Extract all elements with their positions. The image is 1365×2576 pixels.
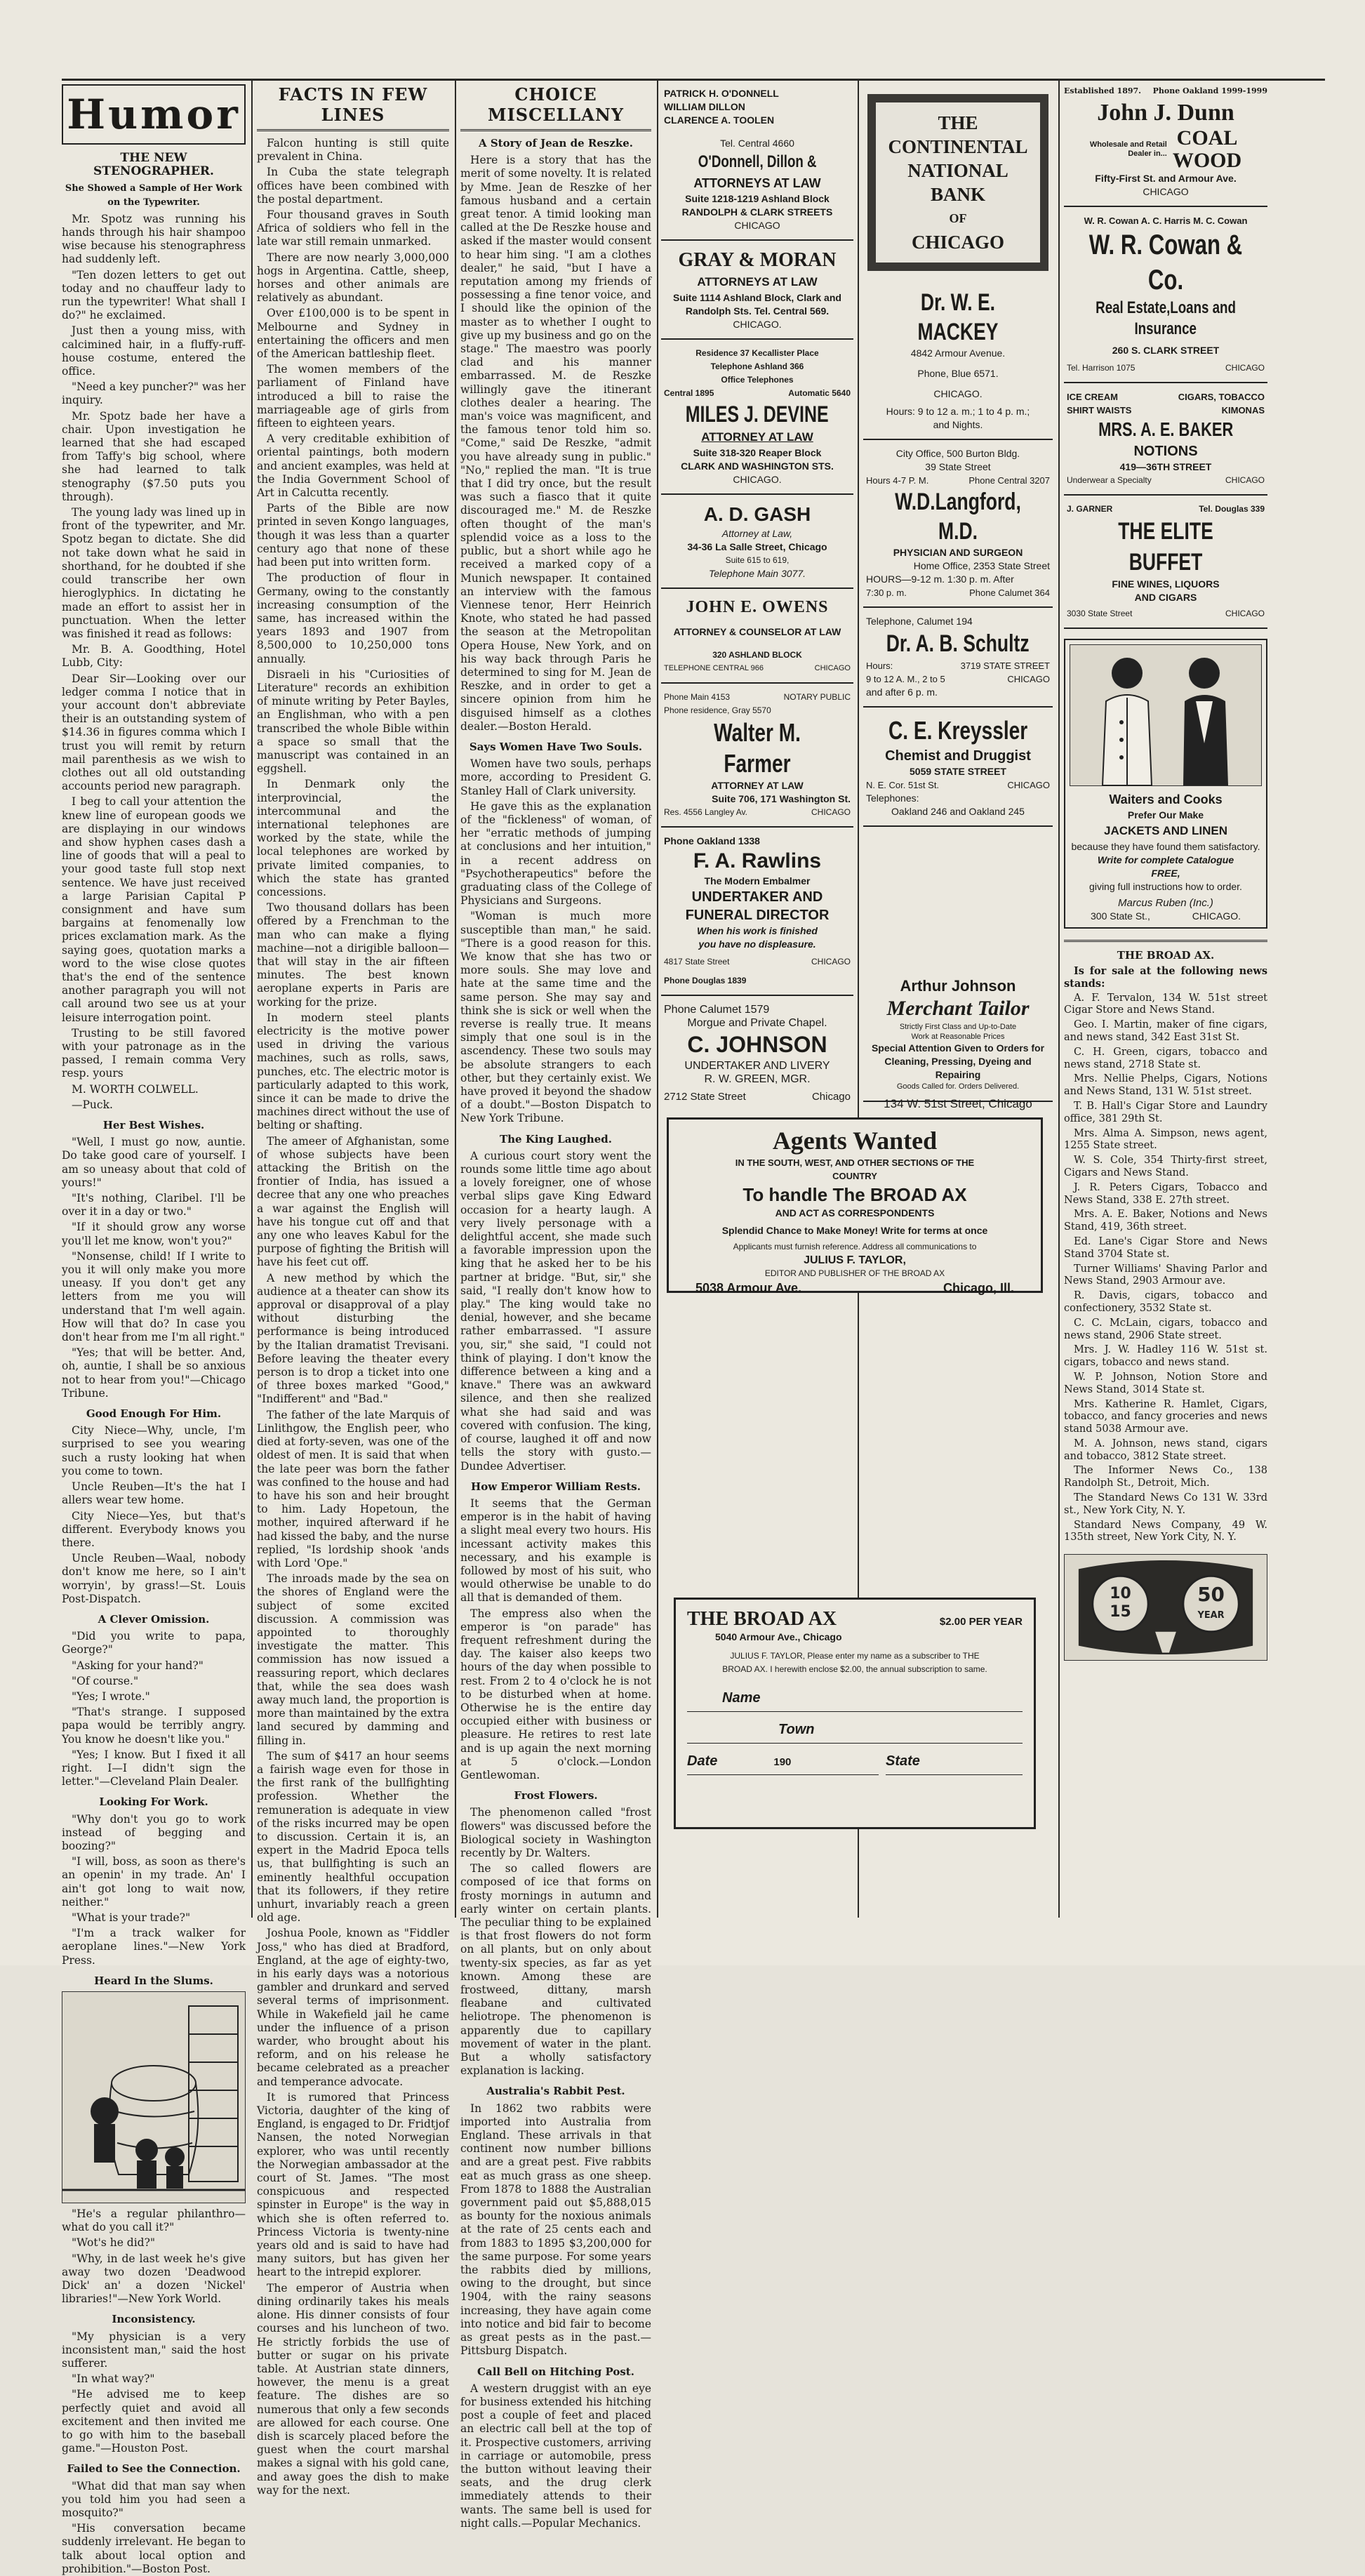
story-body [62,1424,246,1606]
story-body [62,2330,246,2456]
paragraph: Over £100,000 is to be spent in Melbourne and Sydney in entertaining the officers and men of the American battleship fleet. [257,307,449,361]
story-body [460,757,651,1125]
town-field[interactable]: Town [687,1722,1023,1744]
paragraph: A western druggist with an eye for business extended his hitching post a couple of feet and placed an electric call bell at the top of it. Prospective customers, arriving in carriage or automobile, press the button without leaving their seats, and the drug clerk immediately attends to their wants. The same bell is used for night calls.—Popular Mechanics. [460,2382,651,2530]
paragraph: M. WORTH COLWELL. [72,1082,199,1096]
ad-walter-farmer: Phone Main 4153 NOTARY PUBLIC Phone residence, Gray 5570 Walter M. Farmer ATTORNEY AT LAW Suite 706, 171 Washington St. Res. 4556 Langley Av. CHICAGO [661,684,853,828]
paragraph: A new method by which the audience at a theater can show its approval or disapproval of a play without disturbing the performance is being introduced by the Italian dramatist Trevisani. Before leaving the theater every person is to drop a ticket into one of three boxes marked "Good," "Indifferent" and "Bad." [257,1271,449,1406]
paragraph: "Asking for your hand?" [72,1659,204,1672]
paragraph: "He advised me to keep perfectly quiet and avoid all excitement and then invited me to go with him to the baseball game."—Houston Post. [62,2388,246,2455]
paragraph: Just then a young miss, with calcimined hair, in a fluffy-ruff-house costume, entered the office. [62,324,246,378]
cards-column-6: Established 1897. Phone Oakland 1999-1999 John J. Dunn Wholesale and Retail Dealer in... COAL WOOD Fifty-First St. and Armour Ave. CHICAGO W. R. Cowan A. C. Harris M. C. Cowan W. R. Cowan & Co. Real Estate,Loans and Insurance 260 S. CLARK STREET Tel. Harrison 1075 CHICAGO ICE CREAM CIGARS, TOBACCO SHIRT WAISTS KIMONAS MRS. A. E. BAKER NOTIONS 419—36TH STREET Underwear a Specialty CHICAGO J. GARNER Tel. Douglas 339 THE ELITE BUFFET FINE WINES, LIQUORS AND CIGARS 3030 State Street CHICAGO Waiters and Cooks Prefer Our Make JACKETS AND LINEN because they have found them satisfactory. Write for complete Catalogue FREE, giving full instructions how to order. Marcus Ruben (Inc.) 300 State St., CHICAGO. THE BROAD AX. Is for sale at the following news stands: A. F. Tervalon, 134 W. 51st street Cigar Store and News Stand. Geo. I. Martin, maker of fine cigars, and news stand, 342 East 31st St. C. H. Green, cigars, tobacco and news stand, 2718 State st. Mrs. Nellie Phelps, Cigars, Notions and News Stand, 131 W. 51st street. T. B. Hall's Cigar Store and Laundry office, 381 29th St. Mrs. Alma A. Simpson, news agent, 1255 State street. W. S. Cole, 354 Thirty-first street, Cigars and News Stand. J. R. Peters Cigars, Tobacco and News Stand, 338 E. 27th street. Mrs. A. E. Baker, Notions and News Stand, 419, 36th street. Ed. Lane's Cigar Store and News Stand 3704 State st. Turner Williams' Shaving Parlor and News Stand, 2903 Armour ave. R. Davis, cigars, tobacco and confectionery, 3532 State st. C. C. McLain, cigars, tobacco and news stand, 2906 State street. Mrs. J. W. Hadley 116 W. 51st st. cigars, tobacco and news stand. W. P. Johnson, Notion Store and News Stand, 3014 State st. Mrs. Katherine R. Hamlet, Cigars, tobacco, and fancy groceries and news stand 5038 Armour ave. M. A. Johnson, news stand, cigars and tobacco, 3812 State street. The Informer News Co., 138 Randolph St., Detroit, Mich. The Standard News Co 131 W. 33rd st., New York City, N. Y. Standard News Company, 49 W. 135th street, New York City, N. Y. 10 15 50 YEAR [1064,84,1267,1916]
waiter-figures-icon [1070,645,1261,785]
ad-langford: City Office, 500 Burton Bldg. 39 State Street Hours 4-7 P. M. Phone Central 3207 W.D.Langford, M.D. PHYSICIAN AND SURGEON Home Office, 2353 State Street HOURS—9-12 m. 1:30 p. m. After 7:30 p. m. Phone Calumet 364 [863,440,1053,608]
svg-text:50: 50 [1197,1583,1225,1607]
column-rule [657,79,658,1918]
story-body [460,154,651,733]
story-body [62,1136,246,1400]
paragraph: W. P. Johnson, Notion Store and News Stand, 3014 State st. [1064,1371,1267,1395]
paragraph: Geo. I. Martin, maker of fine cigars, and news stand, 342 East 31st St. [1064,1019,1267,1043]
ad-mackey: Dr. W. E. MACKEY 4842 Armour Avenue. Phone, Blue 6571. CHICAGO. Hours: 9 to 12 a. m.; 1 to 4 p. m.; and Nights. [863,281,1053,440]
paragraph: Falcon hunting is still quite prevalent in China. [257,137,449,164]
cartoon-illustration [62,1991,246,2203]
paragraph: "He's a regular philanthro—what do you call it?" [62,2207,246,2234]
paragraph: "Why don't you go to work instead of begging and boozing?" [62,1812,246,1852]
miscellany-column [460,84,651,2530]
ad-mrs-baker: ICE CREAM CIGARS, TOBACCO SHIRT WAISTS KIMONAS MRS. A. E. BAKER NOTIONS 419—36TH STREET Underwear a Specialty CHICAGO [1064,383,1267,496]
paragraph: "Well, I must go now, auntie. Do take good care of yourself. I am so uneasy about that cold of yours!" [62,1136,246,1189]
paragraph: M. A. Johnson, news stand, cigars and tobacco, 3812 State street. [1064,1438,1267,1462]
paragraph: The Informer News Co., 138 Randolph St., Detroit, Mich. [1064,1465,1267,1489]
paragraph: "Why, in de last week he's give away two dozen 'Deadwood Dick' an' a dozen 'Nickel' libraries!"—New York World. [62,2252,246,2306]
paragraph: The inroads made by the sea on the shores of England were the subject of some excited discussion. A commission was appointed to thoroughly investigate the matter. This commission has now issued a reassuring report, which declares that, while the sea does wash away much land, the proportion is more than maintained by the extra land secured by damming and filling in. [257,1572,449,1747]
paragraph: The father of the late Marquis of Linlithgow, the English peer, who died at forty-seven, was one of the oldest of men. It is said that when the late peer was born the father was confined to the house and had to have his son and heir brought to him. Lady Hopetoun, the mother, inquired afterward if he had kissed the baby, and the nurse replied, "Is lordship shook 'ands with Lord 'Ope." [257,1408,449,1569]
ad-arthur-johnson: Arthur Johnson Merchant Tailor Strictly First Class and Up-to-Date Work at Reasonable Prices Special Attention Given to Orders for Cleaning, Pressing, Dyeing and Repairing Goods Called for. Orders Delivered. 134 W. 51st Street, Chicago [871,977,1045,1110]
paragraph: Joshua Poole, known as "Fiddler Joss," who has died at Bradford, England, at the age of eighty-two, in his early days was a notorious gambler and drunkard and served several terms of imprisonment. While in Wakefield jail he came under the influence of a prison warder, who brought about his reform, and on his release he became celebrated as a preacher and temperance advocate. [257,1927,449,2088]
column-rule [1058,79,1060,1918]
ad-cowan: W. R. Cowan A. C. Harris M. C. Cowan W. R. Cowan & Co. Real Estate,Loans and Insurance 260 S. CLARK STREET Tel. Harrison 1075 CHICAGO [1064,207,1267,383]
facts-column [257,84,449,2497]
ad-john-owens: JOHN E. OWENS ATTORNEY & COUNSELOR AT LAW 320 ASHLAND BLOCK TELEPHONE CENTRAL 966 CHICAGO [661,589,853,684]
paragraph: "Woman is much more susceptible than man," he said. "There is a good reason for this. We know that she has two or more souls. She may love and hate at the same time and the same person. She may say and think she is sick or well when the reverse is really true. It means simply that one soul is in the ascendency. These two souls may be absolute strangers to each other, but they certainly exist. We have proved it beyond the shadow of a doubt."—Boston Dispatch to New York Tribune. [460,910,651,1125]
paragraph: "What is your trade?" [72,1911,191,1924]
paragraph: Disraeli in his "Curiosities of Literature" records an exhibition of minute writing by Peter Bayles, an Englishman, who with a pen transcribed the whole Bible within a space so small that the manuscript was contained in an eggshell. [257,668,449,776]
story-body [460,1497,651,1782]
paragraph: J. R. Peters Cigars, Tobacco and News Stand, 338 E. 27th street. [1064,1181,1267,1206]
paragraph: The so called flowers are composed of ice that forms on frosty mornings in autumn and early winter on certain plants. The peculiar thing to be explained is that frost flowers do not form on all plants, but on only about twenty-six species, as far as yet known. Among these are frostweed, dittany, marsh fleabane and cultivated heliotrope. The phenomenon is apparently due to capillary movement of water in the plant. But a wholly satisfactory explanation is lacking. [460,1862,651,2078]
paragraph: Turner Williams' Shaving Parlor and News Stand, 2903 Armour ave. [1064,1263,1267,1287]
paragraph: C. H. Green, cigars, tobacco and news stand, 2718 State st. [1064,1046,1267,1070]
ad-gray-moran: GRAY & MORAN ATTORNEYS AT LAW Suite 1114 Ashland Block, Clark and Randolph Sts. Tel. Central 569. CHICAGO. [661,241,853,340]
paragraph: "I will, boss, as soon as there's an openin' in my trade. An' I ain't got long to wait now, neither." [62,1855,246,1908]
paragraph: In Cuba the state telegraph offices have been combined with the postal department. [257,166,449,206]
ad-continental-bank: THE CONTINENTAL NATIONAL BANK OF CHICAGO [867,94,1048,271]
seal-icon [1065,1555,1267,1660]
paragraph: "Need a key puncher?" was her inquiry. [62,380,246,407]
paragraph: "Nonsense, child! If I write to you it will only make you more uneasy. If you don't get any letters from me you will understand that I'm well again. How will that do? In case you don't hear from me I'm all right." [62,1249,246,1344]
paragraph: W. S. Cole, 354 Thirty-first street, Cigars and News Stand. [1064,1155,1267,1179]
paragraph: "Yes; I wrote." [72,1689,150,1703]
paragraph: The production of flour in Germany, owing to the constantly increasing consumption of the same, has increased within the years 1893 and 1907 from 8,500,000 to 10,250,000 tons annually. [257,571,449,665]
paragraph: Mr. B. A. Goodthing, Hotel Lubb, City: [62,643,246,670]
paragraph: Women have two souls, perhaps more, according to President G. Stanley Hall of Clark university. [460,757,651,797]
story-body [460,1806,651,2078]
cartoon-caption: Heard In the Slums. [94,1974,213,1987]
anniversary-seal [1064,1554,1267,1661]
column-rule [251,79,253,1918]
paragraph: R. Davis, cigars, tobacco and confectionery, 3532 State st. [1064,1290,1267,1314]
paragraph: The Standard News Co 131 W. 33rd st., New York City, N. Y. [1064,1492,1267,1516]
story-body [62,213,246,1112]
paragraph: Four thousand graves in South Africa of soldiers who fell in the late war still remain unmarked. [257,208,449,248]
paragraph: Mrs. Alma A. Simpson, news agent, 1255 State street. [1064,1127,1267,1152]
paragraph: Mr. Spotz was running his hands through his hair shampoo wise because his stenographress had suddenly left. [62,212,246,266]
paragraph: "I'm a track walker for aeroplane lines."—New York Press. [62,1927,246,1967]
paragraph: I beg to call your attention the knew line of european goods we are displaying in our windows and show hyphen cases dash a line of goods that will a peal to your good taste full stop next sentence. We have just received a large Parisian Capital P consignment and have sum bargains at fenomenally low prices exclamation mark. As the saying goes, quotation marks a word to the wise close quotes that's the end of the sentence another paragraph you will not call around two see us at your leisure interrogation point. [62,795,246,1024]
paragraph: Here is a story that has the merit of some novelty. It is related by Mme. Jean de Reszke of her famous husband and a certain great tenor. A timid looking man called at the De Reszke house and asked if the master would consent to hear him sing. "I am a clothes dealer," he said, "but I have a reputation among my friends of possessing a fine tenor voice, and I should like the opinion of the master as to whether I ought to give up my business and go on the stage." The maestro was poorly clad and his manner embarrassed. M. de Reszke willingly gave the itinerant clothes dealer a hearing. The man's voice was magnificent, and the famous tenor told him so. "Come," said De Reszke, "admit you have already sung in public." "No," replied the man. "It is true that I did try once, but the result was such a fiasco that it quite discouraged me." M. de Reszke often thought of the man's splendid voice as a loss to the public, but a short while ago he received a marked copy of a Munich newspaper. It contained an interview with the famous Viennese tenor, Herr Heinrich Knote, who stated he had passed the season at the Metropolitan Opera House, New York, and on his way back through Paris he determined to sing for M. Jean de Reszke, and in order to get a sincere opinion from him he disguised himself as a clothes dealer.—Boston Herald. [460,154,651,733]
paragraph: "Yes; I know. But I fixed it all right. I—I didn't sign the letter."—Cleveland Plain Dealer. [62,1748,246,1788]
ad-kreyssler: C. E. Kreyssler Chemist and Druggist 5059 STATE STREET N. E. Cor. 51st St. CHICAGO Telephones: Oakland 246 and Oakland 245 [863,708,1053,827]
paragraph: "Ten dozen letters to get out today and no chauffeur lady to run the typewriter! What shall I do?" he exclaimed. [62,268,246,322]
ad-agents-wanted: Agents Wanted IN THE SOUTH, WEST, AND OTHER SECTIONS OF THE COUNTRY To handle The BROAD AX AND ACT AS CORRESPONDENTS Splendid Chance to Make Money! Write for terms at once Applicants must furnish reference. Address all communications to JULIUS F. TAYLOR, EDITOR AND PUBLISHER OF THE BROAD AX 5038 Armour Ave. Chicago, Ill. [667,1117,1043,1293]
paragraph: Ed. Lane's Cigar Store and News Stand 3704 State st. [1064,1235,1267,1260]
paragraph: Two thousand dollars has been offered by a Frenchman to the man who can make a flying machine—not a dirigible balloon—that will stay in the air fifteen minutes. The best known aeroplane experts in Paris are working for the prize. [257,901,449,1009]
paragraph: Mr. Spotz bade her have a chair. Upon investigation he learned that she had escaped from Taffy's big school, where she had learned to talk stenography ($7.50 puts you through). [62,409,246,503]
paragraph: Mrs. A. E. Baker, Notions and News Stand, 419, 36th street. [1064,1209,1267,1233]
story-new-stenographer: THE NEW STENOGRAPHER. She Showed a Sample of Her Work on the Typewriter. Mr. Spotz was running his hands through his hair shampoo wise because his stenographress had suddenly left. "Ten dozen letters to get out today and no chauffeur lady to run the typewriter! What shall I do?" he exclaimed. Just then a young miss, with calcimined hair, in a fluffy-ruff-house costume, entered the office. "Need a key puncher?" was her inquiry. Mr. Spotz bade her have a chair. Upon investigation he learned that she had escaped from Taffy's big school, where she had learned to talk stenography ($7.50 puts you through). The young lady was lined up in front of the typewriter, and Mr. Spotz began to dictate. She did not take down what he said in shorthand, for he doubted if she could transcribe her own hieroglyphics. In dictating he made an effort to assist her in punctuation. When the letter was finished it read as follows: Mr. B. A. Goodthing, Hotel Lubb, City: Dear Sir—Looking over our ledger comma I notice that in your account don't abbreviate their is an outstanding system of $14.36 in figures comma which I trust you will remit by return mail parenthesis as we wish to clothes out all old outstanding accounts period new paragraph. I beg to call your attention the knew line of european goods we are displaying in our windows and show hyphen cases dash a line of goods that will a peal to your good taste full stop next sentence. We have just received a large Parisian Capital P consignment and have sum bargains at fenomenally low prices exclamation mark. As the saying goes, quotation marks a word to the wise close quotes that's the end of the sentence another paragraph you will not call around two see us at your leisure interrogation point. Trusting to be still favored with your patronage as in the passed, I remain comma Very resp. yours M. WORTH COLWELL. —Puck. Her Best Wishes. "Well, I must go now, auntie. Do take good care of yourself. I am so uneasy about that cold of yours!" "It's nothing, Claribel. I'll be over it in a day or two." "If it should grow any worse you'll let me know, won't you?" "Nonsense, child! If I write to you it will only make you more uneasy. If you don't get any letters from me you will understand that I'm well again. How will that do? In case you don't hear from me I'm all right." "Yes; that will be better. And, oh, auntie, I shall be so anxious not to hear from you!"—Chicago Tribune. Good Enough For Him. City Niece—Why, uncle, I'm surprised to see you wearing such a rusty looking hat when you come to town. Uncle Reuben—It's the hat I allers wear tew home. City Niece—Yes, but that's different. Everybody knows you there. Uncle Reuben—Waal, nobody don't know me here, so I ain't worryin', by grass!—St. Louis Post-Dispatch. A Clever Omission. "Did you write to papa, George?" "Asking for your hand?" "Of course." "Yes; I wrote." "That's strange. I supposed papa would be terribly angry. You know he doesn't like you." "Yes; I know. But I fixed it all right. I—I didn't sign the letter."—Cleveland Plain Dealer. Looking For Work. "Why don't you go to work instead of begging and boozing?" "I will, boss, as soon as there's an openin' in my trade. An' I ain't got long to wait now, neither." "What is your trade?" "I'm a track walker for aeroplane lines."—New York Press. Heard In the Slums. "He's a regular philanthro—what do you call it?" "Wot's he did?" "Why, in de last week he's give away two dozen 'Deadwood Dick' an' a dozen 'Nickel' libraries!"—New York World. Inconsistency. "My physician is a very inconsistent man," said the host sufferer. "In what way?" "He advised me to keep perfectly quiet and avoid all excitement and then invited me to go with him to the baseball game."—Houston Post. Failed to See the Connection. "What did that man say when you told him you had seen a mosquito?" "His conversation became suddenly irrelevant. He began to talk about local option and prohibition."—Boston Post. [62,151,246,2575]
paragraph: Mrs. J. W. Hadley 116 W. 51st st. cigars, tobacco and news stand. [1064,1344,1267,1369]
paragraph: In Denmark only the interprovincial, the intercommunal and the international telephones are worked by the state, while the local telephones are worked by private limited companies, to which the state has granted concessions. [257,778,449,898]
state-field[interactable]: State [886,1753,1023,1775]
subscription-form: THE BROAD AX $2.00 PER YEAR 5040 Armour Ave., Chicago JULIUS F. TAYLOR, Please enter my name as a subscriber to THE BROAD AX. I herewith enclose $2.00, the annual subscription to same. Name Town Date 190 State [674,1598,1036,1829]
paragraph: T. B. Hall's Cigar Store and Laundry office, 381 29th St. [1064,1100,1267,1124]
ad-john-dunn: John J. Dunn Wholesale and Retail Dealer in... COAL WOOD Fifty-First St. and Armour Ave. CHICAGO [1064,98,1267,207]
paragraph: Uncle Reuben—Waal, nobody don't know me here, so I ain't worryin', by grass!—St. Louis Post-Dispatch. [62,1552,246,1605]
paragraph: City Niece—Why, uncle, I'm surprised to see you wearing such a rusty looking hat when you come to town. [62,1424,246,1478]
paragraph: Trusting to be still favored with your patronage as in the passed, I remain comma Very resp. yours [62,1026,246,1080]
story-body [460,2382,651,2530]
paragraph: Parts of the Bible are now printed in seven Kongo languages, though it was less than a quarter century ago that none of these had been put into written form. [257,502,449,569]
paragraph: The young lady was lined up in front of the typewriter, and Mr. Spotz began to dictate. She did not take down what he said in shorthand, for he doubted if she could transcribe her own hieroglyphics. In dictating he made an effort to assist her in punctuation. When the letter was finished it read as follows: [62,506,246,640]
svg-text:YEAR: YEAR [1197,1610,1225,1621]
paragraph: A. F. Tervalon, 134 W. 51st street Cigar Store and News Stand. [1064,992,1267,1016]
paragraph: He gave this as the explanation of the "fickleness" of woman, of her "erratic methods of jumping at conclusions and her intuition," in a recent address on "Psychotherapeutics" before the graduating class of the College of Physicians and Surgeons. [460,799,651,908]
name-field[interactable]: Name [687,1690,1023,1712]
paragraph: "Of course." [72,1674,139,1687]
paragraph: —Puck. [72,1098,113,1111]
facts-body [257,137,449,2497]
story-body [62,1630,246,1788]
paragraph: "My physician is a very inconsistent man," said the host sufferer. [62,2330,246,2370]
column-rule [455,79,456,1918]
paragraph: Standard News Company, 49 W. 135th street, New York City, N. Y. [1064,1519,1267,1543]
paragraph: The women members of the parliament of Finland have introduced a bill to raise the marriageable age of girls from fifteen to eighteen years. [257,363,449,430]
humor-column [62,84,246,2575]
column-header: FACTS IN FEW LINES [257,84,449,131]
ad-schultz: Telephone, Calumet 194 Dr. A. B. Schultz Hours: 3719 STATE STREET 9 to 12 A. M., 2 to 5 CHICAGO and after 6 p. m. [863,608,1053,708]
paragraph: The emperor of Austria when dining ordinarily takes his meals alone. His dinner consists of four courses and his luncheon of two. He strictly forbids the use of butter or sugar on his private table. At Austrian state dinners, however, the menu is a great feature. The dishes are so numerous that only a few seconds are allowed for each course. One dish is scarcely placed before the guest when the court marshal makes a signal with his gold cane, and away goes the dish to make way for the next. [257,2281,449,2497]
date-field[interactable]: Date 190 [687,1753,879,1775]
paragraph: "If it should grow any worse you'll let me know, won't you?" [62,1221,246,1247]
paragraph: "What did that man say when you told him you had seen a mosquito?" [62,2479,246,2520]
paragraph: Mrs. Katherine R. Hamlet, Cigars, tobacco, and fancy groceries and news stand 5038 Armour ave. [1064,1398,1267,1435]
ad-odonnell-dillon: PATRICK H. O'DONNELL WILLIAM DILLON CLARENCE A. TOOLEN Tel. Central 4660 O'Donnell, Dillon & ATTORNEYS AT LAW Suite 1218-1219 Ashland Block RANDOLPH & CLARK STREETS CHICAGO [661,84,853,241]
barrel-cartoon-icon [62,1992,245,2203]
ad-c-johnson: Phone Calumet 1579 Morgue and Private Chapel. C. JOHNSON UNDERTAKER AND LIVERY R. W. GREEN, MGR. 2712 State Street Chicago [664,1004,851,1103]
paragraph: The empress also when the emperor is "on parade" has frequent refreshment during the day. The kaiser also keeps two hours of the day when possible to rest. From 2 to 4 o'clock he is not to be disturbed when at home. Otherwise he is the entire day occupied either with business or pleasure. He retires to rest late and is up again the next morning at 5 o'clock.—London Gentlewoman. [460,1607,651,1781]
paragraph: Uncle Reuben—It's the hat I allers wear tew home. [62,1480,246,1507]
story-body [62,2207,246,2306]
waiters-illustration [1070,644,1262,786]
svg-text:15: 15 [1110,1603,1131,1621]
paragraph: A curious court story went the rounds some little time ago about a lovely foreigner, one of whose verbal slips gave King Edward occasion for a hearty laugh. A very lively personage with a delightful accent, she made such a favorable impression upon the king that he asked her to be his partner at bridge. "But, sir," she said, "I really don't know how to play." The king would take no denial, however, and she became rather embarrassed. "I assure you, sir," she said, "I could not think of playing. I don't know the difference between a king and a knave." There was an awkward silence, and then she realized what she had said and was covered with confusion. The king, of course, laughed it off and now tells the story with gusto.—Dundee Advertiser. [460,1149,651,1473]
paragraph: In 1862 two rabbits were imported into Australia from England. These arrivals in that continent now number billions and are a great pest. Five rabbits eat as much grass as one sheep. From 1878 to 1888 the Australian government paid out $5,888,015 as bounty for the noxious animals at the rate of 25 cents each and from 1883 to 1895 $3,200,000 for the same purpose. For some years the rabbits died by millions, owing to the drought, but since 1904, with the rainy seasons increasing, they have again come into notice and bid fair to become as great pests as in the past.—Pittsburg Dispatch. [460,2102,651,2358]
paragraph: City Niece—Yes, but that's different. Everybody knows you there. [62,1509,246,1549]
stand-entries [1064,992,1267,1545]
paragraph: It is rumored that Princess Victoria, daughter of the king of England, is engaged to Dr. Fridtjof Nansen, the noted Norwegian explorer, who was until recently the Norwegian ambassador at the court of St. James. "The most conspicuous and respected spinster in Europe" is the way in which she is often referred to. Princess Victoria is twenty-nine years old and is said to have had many suitors, but has given her heart to the intrepid explorer. [257,2090,449,2279]
svg-text:10: 10 [1110,1585,1131,1603]
miscellany-body: A Story of Jean de Reszke. Here is a story that has the merit of some novelty. It is related by Mme. Jean de Reszke of her famous husband and a certain great tenor. A timid looking man called at the De Reszke house and asked if the master would consent to hear him sing. "I am a clothes dealer," he said, "but I have a reputation among my friends of possessing a fine tenor voice, and I should like the opinion of the master as to whether I ought to give up my business and go on the stage." The maestro was poorly clad and his manner embarrassed. M. de Reszke willingly gave the itinerant clothes dealer a hearing. The man's voice was magnificent, and the famous tenor told him so. "Come," said De Reszke, "admit you have already sung in public." "No," replied the man. "It is true that I did try once, but the result was such a fiasco that it quite discouraged me." M. de Reszke often thought of the man's splendid voice as a loss to the public, but a short while ago he received a marked copy of a Munich newspaper. It contained an interview with the famous Viennese tenor, Herr Heinrich Knote, who stated he had passed the season at the Metropolitan Opera House, New York, and on his way back through Paris he determined to sing for M. Jean de Reszke, and in order to get a sincere opinion from him he disguised himself as a clothes dealer.—Boston Herald. Says Women Have Two Souls. Women have two souls, perhaps more, according to President G. Stanley Hall of Clark university. He gave this as the explanation of the "fickleness" of woman, of her "erratic methods of jumping at conclusions and her intuition," in a recent address on "Psychotherapeutics" before the graduating class of the College of Physicians and Surgeons. "Woman is much more susceptible than man," he said. "There is a good reason for this. We know that she has two or more souls. She may love and hate at the same time and the same person. She may say and think she is sick or well when the reverse is really true. It means simply that one soul is in the ascendency. These two souls may be absolute strangers to each other, but they certainly exist. We have proved it beyond the shadow of a doubt."—Boston Dispatch to New York Tribune. The King Laughed. A curious court story went the rounds some little time ago about a lovely foreigner, one of whose verbal slips gave King Edward occasion for a hearty laugh. A very lively personage with a delightful accent, she made such a favorable impression upon the king that he asked her to be his partner at bridge. "But, sir," she said, "I really don't know how to play." The king would take no denial, however, and she became rather embarrassed. "I assure you, sir," she said, "I could not think of playing. I don't know the difference between a king and a knave." There was an awkward silence, and then she realized what she had said and was covered with confusion. The king, of course, laughed it off and now tells the story with gusto.—Dundee Advertiser. How Emperor William Rests. It seems that the German emperor is in the habit of having a slight meal every two hours. His incessant activity makes this necessary, and his example is followed by most of his suit, who would otherwise be unable to do all that is demanded of them. The empress also when the emperor is "on parade" has frequent refreshment during the day. The kaiser also keeps two hours of the day when possible to rest. From 2 to 4 o'clock he is not to be disturbed when at home. Otherwise he is the entire day occupied either with business or pleasure. He retires to rest late and is up again the next morning at 5 o'clock.—London Gentlewoman. Frost Flowers. The phenomenon called "frost flowers" was discussed before the Biological society in Washington recently by Dr. Walters. The so called flowers are composed of ice that forms on frosty mornings in autumn and early winter on certain plants. The peculiar thing to be explained is that frost flowers do not form on all plants, but on only about twenty-six species, as far as yet known. Among these are frostweed, dittany, marsh fleabane and cultivated heliotrope. The phenomenon is apparently due to capillary movement of water in the plant. But a wholly satisfactory explanation is lacking. Australia's Rabbit Pest. In 1862 two rabbits were imported into Australia from England. These arrivals in that continent now number billions and are a great pest. Five rabbits eat as much grass as one sheep. From 1878 to 1888 the Australian government paid out $5,888,015 as bounty for the noxious animals at the rate of 25 cents each and from 1883 to 1895 $3,200,000 for the same purpose. For some years the rabbits died by millions, owing to the drought, but since 1904, with the rainy seasons increasing, they have again come into notice and bid fair to become as great pests as in the past.—Pittsburg Dispatch. Call Bell on Hitching Post. A western druggist with an eye for business extended his hitching post a couple of feet and placed an electric call bell at the top of it. Prospective customers, arriving in carriage or automobile, press the button without leaving their seats, and the drug clerk immediately attends to their wants. The same bell is used for night calls.—Popular Mechanics. [460,137,651,2530]
paragraph: The ameer of Afghanistan, some of whose subjects have been attacking the British on the frontier of India, has issued a decree that any one who preaches a war against the English will have his tongue cut off and that any one who leaves Kabul for the purpose of fighting the British will have his feet cut off. [257,1134,449,1269]
ad-miles-devine: Residence 37 Kecallister Place Telephone Ashland 366 Office Telephones Central 1895 Automatic 5640 MILES J. DEVINE ATTORNEY AT LAW Suite 318-320 Reaper Block CLARK AND WASHINGTON STS. CHICAGO. [661,340,853,495]
story-body [62,2480,246,2576]
paragraph: "His conversation became suddenly irrelevant. He began to talk about local option and prohibition."—Boston Post. [62,2522,246,2575]
paragraph: "Wot's he did?" [72,2236,156,2250]
story-body [460,1150,651,1473]
paragraph: "Yes; that will be better. And, oh, auntie, I shall be so anxious not to hear from you!"—Chicago Tribune. [62,1346,246,1400]
paragraph: Mrs. Nellie Phelps, Cigars, Notions and News Stand, 131 W. 51st street. [1064,1073,1267,1098]
paragraph: Dear Sir—Looking over our ledger comma I notice that in your account don't abbreviate their is an outstanding system of $14.36 in figures comma which I trust you will remit by return mail parenthesis as we wish to clothes out all old outstanding accounts period new paragraph. [62,672,246,793]
news-stands-list: THE BROAD AX. Is for sale at the following news stands: A. F. Tervalon, 134 W. 51st street Cigar Store and News Stand. Geo. I. Martin, maker of fine cigars, and news stand, 342 East 31st St. C. H. Green, cigars, tobacco and news stand, 2718 State st. Mrs. Nellie Phelps, Cigars, Notions and News Stand, 131 W. 51st street. T. B. Hall's Cigar Store and Laundry office, 381 29th St. Mrs. Alma A. Simpson, news agent, 1255 State street. W. S. Cole, 354 Thirty-first street, Cigars and News Stand. J. R. Peters Cigars, Tobacco and News Stand, 338 E. 27th street. Mrs. A. E. Baker, Notions and News Stand, 419, 36th street. Ed. Lane's Cigar Store and News Stand 3704 State st. Turner Williams' Shaving Parlor and News Stand, 2903 Armour ave. R. Davis, cigars, tobacco and confectionery, 3532 State st. C. C. McLain, cigars, tobacco and news stand, 2906 State street. Mrs. J. W. Hadley 116 W. 51st st. cigars, tobacco and news stand. W. P. Johnson, Notion Store and News Stand, 3014 State st. Mrs. Katherine R. Hamlet, Cigars, tobacco, and fancy groceries and news stand 5038 Armour ave. M. A. Johnson, news stand, cigars and tobacco, 3812 State street. The Informer News Co., 138 Randolph St., Detroit, Mich. The Standard News Co 131 W. 33rd st., New York City, N. Y. Standard News Company, 49 W. 135th street, New York City, N. Y. [1064,940,1267,1544]
paragraph: "Did you write to papa, George?" [62,1630,246,1657]
ad-marcus-ruben: Waiters and Cooks Prefer Our Make JACKETS AND LINEN because they have found them satisfactory. Write for complete Catalogue FREE, giving full instructions how to order. Marcus Ruben (Inc.) 300 State St., CHICAGO. [1064,639,1267,929]
paragraph: The sum of $417 an hour seems a fairish wage even for those in the first rank of the bullfighting profession. Whether the remuneration is adequate in view of the risks incurred may be open to discussion. Certain it is, an expert in the Madrid Epoca tells us, that bullfighting is such an eminently healthful occupation that its followers, if they retire unhurt, invariably reach a green old age. [257,1749,449,1925]
paragraph: "It's nothing, Claribel. I'll be over it in a day or two." [62,1192,246,1219]
story-body [460,2102,651,2358]
humor-logo: Humor [62,84,246,145]
paragraph: There are now nearly 3,000,000 hogs in Argentina. Cattle, sheep, horses and other animals are relatively as abundant. [257,251,449,305]
paragraph: "In what way?" [72,2372,155,2386]
paragraph: "That's strange. I supposed papa would be terribly angry. You know he doesn't like you." [62,1706,246,1746]
paragraph: It seems that the German emperor is in the habit of having a slight meal every two hours. His incessant activity makes this necessary, and his example is followed by most of his suit, who would otherwise be unable to do all that is demanded of them. [460,1496,651,1605]
column-header: CHOICE MISCELLANY [460,84,651,131]
paragraph: A very creditable exhibition of oriental paintings, both modern and ancient examples, was held at the India Government School of Art in Calcutta recently. [257,432,449,500]
ad-gash: A. D. GASH Attorney at Law, 34-36 La Salle Street, Chicago Suite 615 to 619, Telephone Main 3077. [661,495,853,589]
paragraph: The phenomenon called "frost flowers" was discussed before the Biological society in Washington recently by Dr. Walters. [460,1806,651,1859]
ad-elite-buffet: J. GARNER Tel. Douglas 339 THE ELITE BUFFET FINE WINES, LIQUORS AND CIGARS 3030 State Street CHICAGO [1064,496,1267,629]
story-body [62,1813,246,1967]
paragraph: In modern steel plants electricity is the motive power used in driving the various machines, such as rolls, saws, punches, etc. The electric motor is particularly adapted to this work, since it can be made to drive the machines direct without the use of belting or shafting. [257,1011,449,1132]
cards-column-5 [863,84,1053,884]
paragraph: C. C. McLain, cigars, tobacco and news stand, 2906 State street. [1064,1317,1267,1341]
ad-rawlins: Phone Oakland 1338 F. A. Rawlins The Modern Embalmer UNDERTAKER AND FUNERAL DIRECTOR When his work is finished you have no displeasure. 4817 State Street CHICAGO Phone Douglas 1839 [661,828,853,996]
